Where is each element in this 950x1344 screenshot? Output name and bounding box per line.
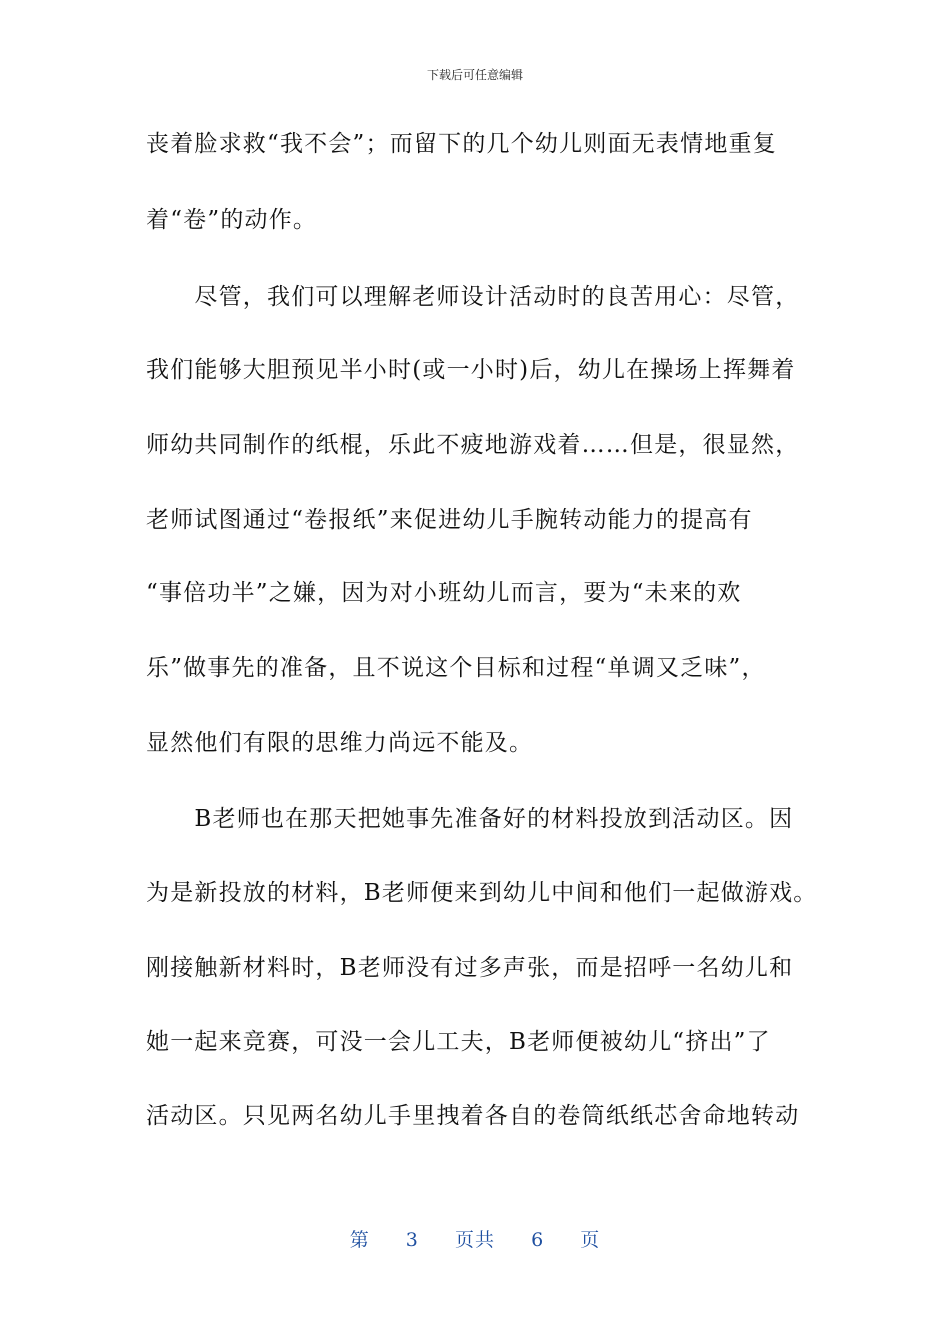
text-line: 显然他们有限的思维力尚远不能及。: [146, 730, 534, 756]
text-line: 为是新投放的材料，B老师便来到幼儿中间和他们一起做游戏。: [146, 880, 818, 906]
text-line: 老师试图通过“卷报纸”来促进幼儿手腕转动能力的提高有: [146, 507, 753, 533]
page-suffix: 页: [580, 1229, 601, 1251]
page-number-footer: [0, 1225, 950, 1252]
total-pages-number: 6: [531, 1229, 545, 1251]
text-line: 尽管，我们可以理解老师设计活动时的良苦用心：尽管，: [146, 284, 800, 310]
text-line: 她一起来竞赛，可没一会儿工夫，B老师便被幼儿“挤出”了: [146, 1029, 771, 1055]
text-line: 我们能够大胆预见半小时(或一小时)后，幼儿在操场上挥舞着: [146, 357, 796, 383]
page-middle: 页共: [454, 1229, 495, 1251]
text-line: “事倍功半”之嫌，因为对小班幼儿而言，要为“未来的欢: [146, 580, 742, 606]
text-line: 活动区。只见两名幼儿手里拽着各自的卷筒纸纸芯舍命地转动: [146, 1103, 800, 1129]
text-line: 着“卷”的动作。: [146, 207, 318, 233]
text-line: 师幼共同制作的纸棍，乐此不疲地游戏着……但是，很显然，: [146, 432, 800, 458]
text-line: B老师也在那天把她事先准备好的材料投放到活动区。因: [146, 806, 794, 832]
text-line: 刚接触新材料时，B老师没有过多声张，而是招呼一名幼儿和: [146, 955, 794, 981]
current-page-number: 3: [405, 1229, 419, 1251]
page-prefix: 第: [349, 1229, 370, 1251]
text-line: 乐”做事先的准备，且不说这个目标和过程“单调又乏味”，: [146, 655, 766, 681]
text-line: 丧着脸求救“我不会”；而留下的几个幼儿则面无表情地重复: [146, 131, 777, 157]
page-header-note: 下载后可任意编辑: [426, 68, 523, 82]
